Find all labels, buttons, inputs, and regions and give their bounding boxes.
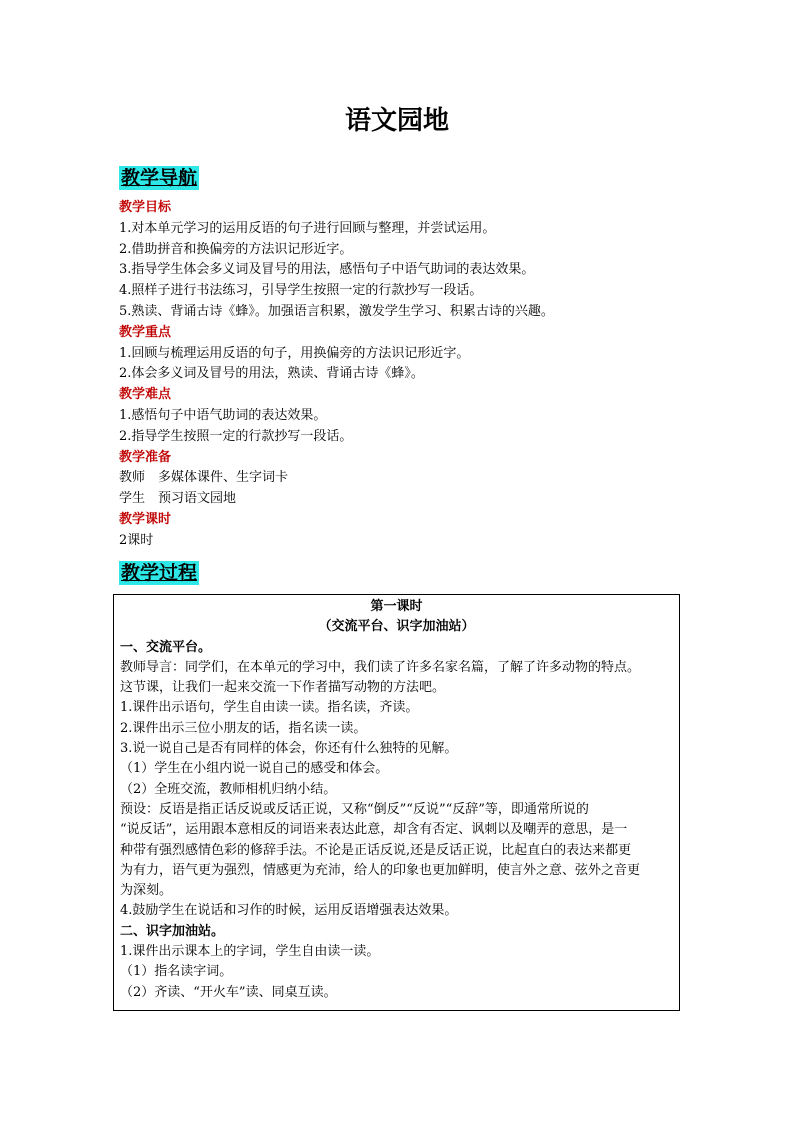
objective-item: 1.对本单元学习的运用反语的句子进行回顾与整理，并尝试运用。	[119, 220, 496, 236]
key-points-heading: 教学重点	[119, 324, 172, 340]
step-item: 1.课件出示课本上的字词，学生自由读一读。	[120, 944, 380, 960]
objective-item: 5.熟读、背诵古诗《蜂》。加强语言积累，激发学生学习、积累古诗的兴趣。	[119, 303, 554, 319]
part2-heading: 二、识字加油站。	[120, 923, 225, 939]
step-item: （1）指名读字词。	[120, 964, 233, 980]
preset-line: 为有力，语气更为强烈，情感更为充沛，给人的印象也更加鲜明，使言外之意、弦外之音更	[120, 862, 641, 878]
difficulty-item: 2.指导学生按照一定的行款抄写一段话。	[119, 428, 353, 444]
preparation-item: 教师 多媒体课件、生字词卡	[119, 470, 289, 486]
objective-item: 2.借助拼音和换偏旁的方法识记形近字。	[119, 241, 353, 257]
difficulty-item: 1.感悟句子中语气助词的表达效果。	[119, 407, 327, 423]
objective-item: 4.照样子进行书法练习，引导学生按照一定的行款抄写一段话。	[119, 283, 483, 299]
intro-line: 这节课，让我们一起来交流一下作者描写动物的方法吧。	[120, 680, 446, 696]
preparation-heading: 教学准备	[119, 449, 172, 465]
objective-item: 3.指导学生体会多义词及冒号的用法，感悟句子中语气助词的表达效果。	[119, 262, 535, 278]
lesson-subtitle: （交流平台、识字加油站）	[318, 619, 475, 635]
objectives-heading: 教学目标	[119, 200, 172, 215]
hours-item: 2课时	[119, 532, 154, 548]
preset-line: “说反话”，运用跟本意相反的词语来表达此意，却含有否定、讽刺以及嘲弄的意思，是一	[120, 822, 628, 838]
section-heading-teaching-process: 教学过程	[121, 562, 198, 584]
preset-line: 预设：反语是指正话反说或反话正说，又称“倒反”“反说”“反辞”等，即通常所说的	[120, 801, 589, 817]
step-item: 2.课件出示三位小朋友的话，指名读一读。	[120, 720, 367, 736]
intro-line: 教师导言：同学们，在本单元的学习中，我们读了许多名家名篇，了解了许多动物的特点。	[120, 659, 641, 675]
step-item: （1）学生在小组内说一说自己的感受和体会。	[120, 761, 389, 777]
page-title: 语文园地	[344, 106, 449, 136]
difficulties-heading: 教学难点	[119, 387, 172, 403]
key-point-item: 1.回顾与梳理运用反语的句子，用换偏旁的方法识记形近字。	[119, 345, 470, 361]
preset-line: 种带有强烈感情色彩的修辞手法。不论是正话反说,还是反话正说，比起直白的表达来都更	[120, 842, 632, 858]
step-item: （2）全班交流，教师相机归纳小结。	[120, 781, 337, 797]
step-item: 1.课件出示语句，学生自由读一读。指名读，齐读。	[120, 700, 419, 716]
step-item: 4.鼓励学生在说话和习作的时候，运用反语增强表达效果。	[120, 903, 458, 919]
key-point-item: 2.体会多义词及冒号的用法，熟读、背诵古诗《蜂》。	[119, 366, 424, 382]
step-item: 3.说一说自己是否有同样的体会，你还有什么独特的见解。	[120, 741, 458, 757]
step-item: （2）齐读、“开火车”读、同桌互读。	[120, 984, 337, 1000]
teaching-process-box	[113, 594, 680, 1011]
teaching-guide	[119, 198, 699, 552]
hours-heading: 教学课时	[119, 511, 172, 527]
preparation-item: 学生 预习语文园地	[119, 491, 237, 507]
preset-line: 为深刻。	[120, 883, 173, 899]
lesson-title: 第一课时	[370, 599, 423, 614]
section-heading-teaching-guide: 教学导航	[121, 167, 198, 189]
part1-heading: 一、交流平台。	[120, 639, 212, 655]
